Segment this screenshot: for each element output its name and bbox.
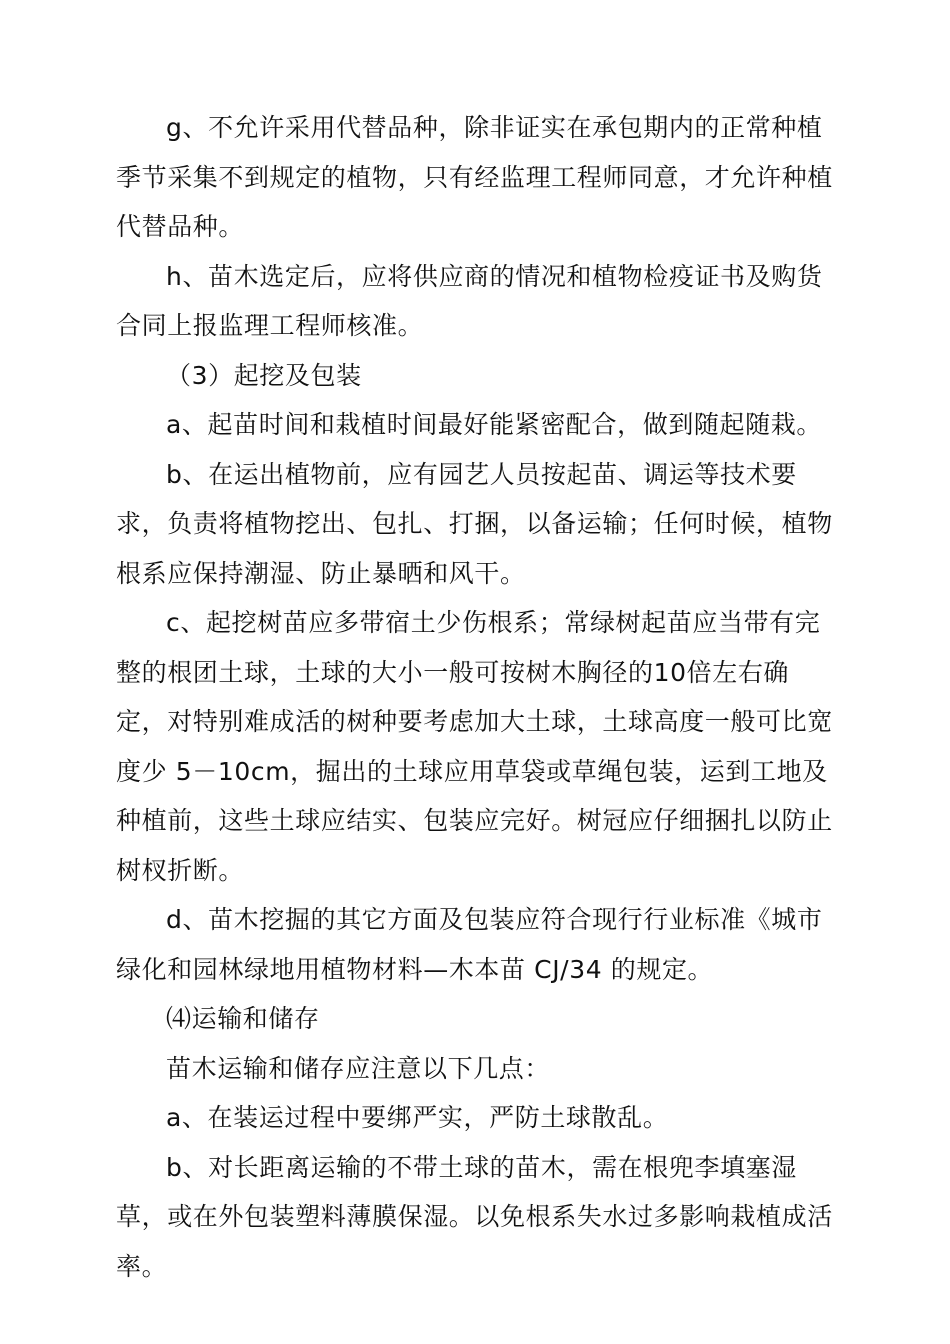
paragraph-b-transport: b、对长距离运输的不带土球的苗木，需在根兜李填塞湿草，或在外包装塑料薄膜保湿。以免根系失水过多影响栽植成活率。 (116, 1152, 833, 1281)
paragraph-g: g、不允许采用代替品种，除非证实在承包期内的正常种植季节采集不到规定的植物，只有经监理工程师同意，才允许种植代替品种。 (116, 113, 833, 241)
paragraph-transport-intro: 苗木运输和储存应注意以下几点： (166, 1053, 551, 1083)
paragraph-a-lifting: a、起苗时间和栽植时间最好能紧密配合，做到随起随栽。 (166, 410, 822, 439)
document-body (116, 103, 840, 1291)
paragraph-a-transport: a、在装运过程中要绑严实，严防土球散乱。 (166, 1103, 669, 1132)
paragraph-d-lifting: d、苗木挖掘的其它方面及包装应符合现行行业标准《城市绿化和园林绿地用植物材料—木本苗 CJ/34 的规定。 (116, 905, 823, 984)
section-heading-3: （3）起挖及包装 (166, 360, 362, 390)
section-heading-4: ⑷运输和储存 (166, 1004, 320, 1033)
paragraph-c-lifting: c、起挖树苗应多带宿土少伤根系；常绿树起苗应当带有完整的根团土球，土球的大小一般可按树木胸径的10倍左右确定，对特别难成活的树种要考虑加大土球，土球高度一般可比宽度少 5－10cm，掘出的土球应用草袋或草绳包装，运到工地及种植前，这些土球应结实、包装应完好。树冠应仔细捆扎以防止树杈折断。 (116, 608, 833, 885)
paragraph-h: h、苗木选定后，应将供应商的情况和植物检疫证书及购货合同上报监理工程师核准。 (116, 261, 823, 340)
paragraph-b-lifting: b、在运出植物前，应有园艺人员按起苗、调运等技术要求，负责将植物挖出、包扎、打捆，以备运输；任何时候，植物根系应保持潮湿、防止暴晒和风干。 (116, 459, 833, 588)
